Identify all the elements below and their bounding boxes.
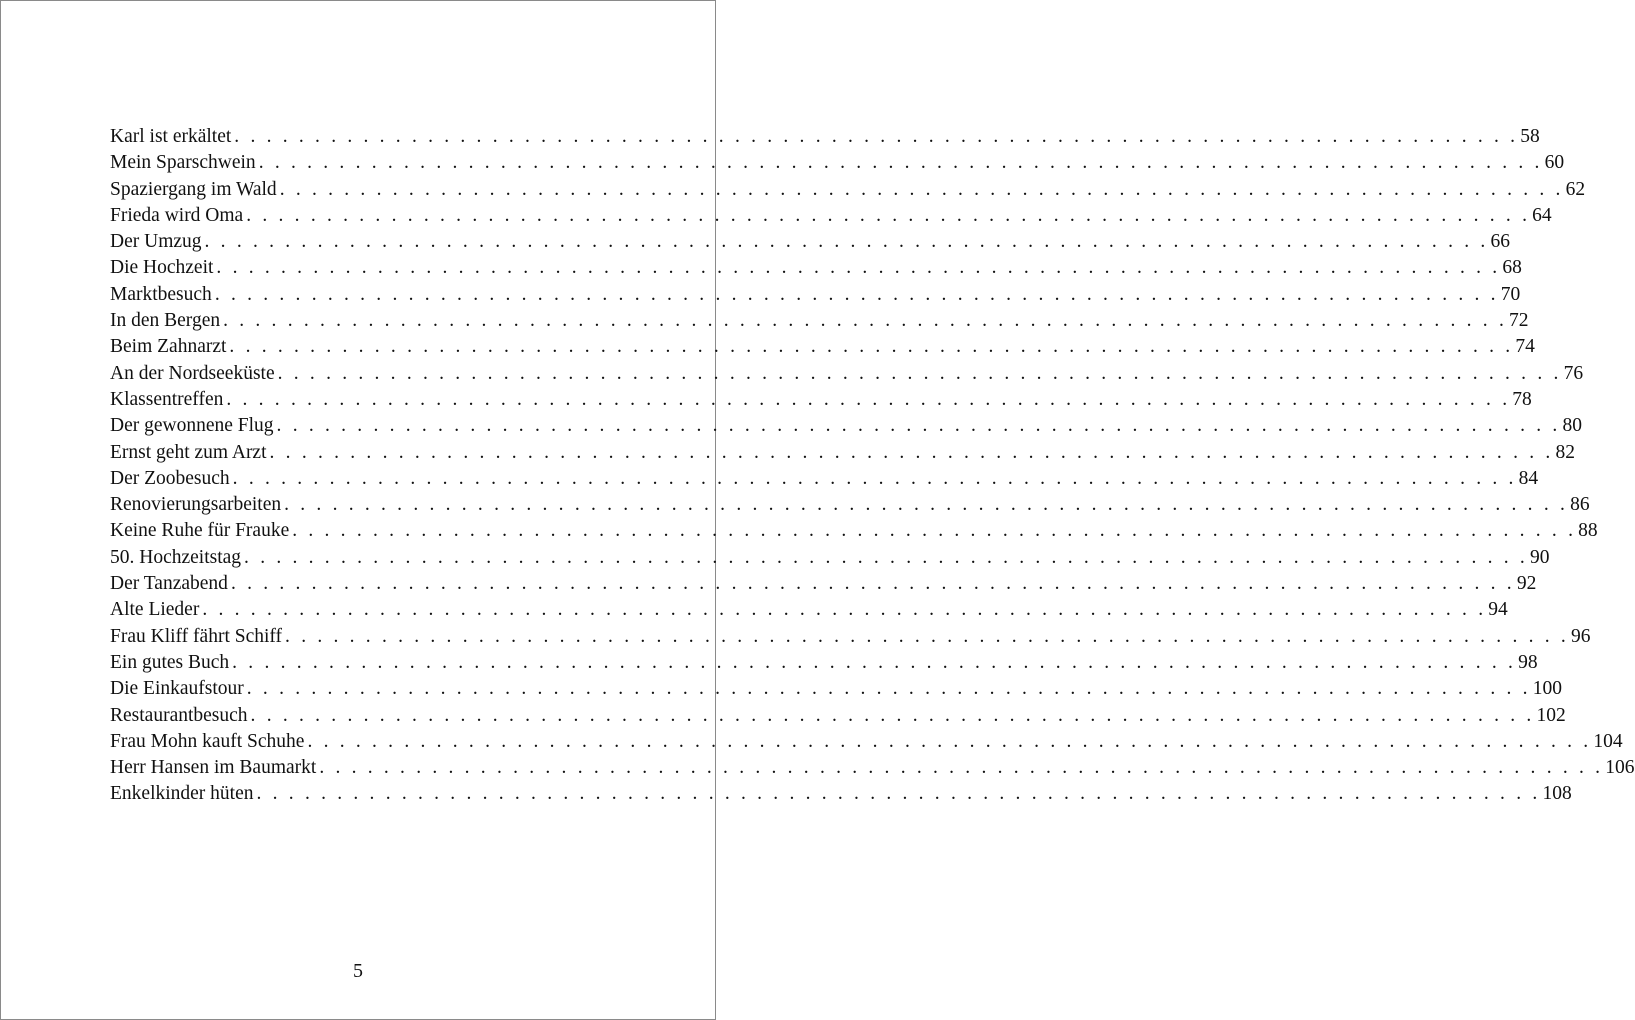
toc-entry-title: Keine Ruhe für Frauke — [110, 520, 290, 542]
toc-entry-title: Restaurantbesuch — [110, 704, 248, 726]
dot-leader: . . . . . . . . . . . . . . . . . . . . . . . . . . . . . . . . . . . . . . . . . . . . . . . . . . . . . . . . . . . . . . . . . . . . . . . . . . . . . . . . — [232, 651, 1517, 673]
dot-leader: . . . . . . . . . . . . . . . . . . . . . . . . . . . . . . . . . . . . . . . . . . . . . . . . . . . . . . . . . . . . . . . . . . . . . . . . . . . . . . . . — [269, 441, 1554, 463]
toc-entry-title: Klassentreffen — [110, 388, 224, 410]
table-of-contents — [110, 124, 1635, 808]
toc-entry-page: 76 — [1563, 362, 1584, 384]
dot-leader: . . . . . . . . . . . . . . . . . . . . . . . . . . . . . . . . . . . . . . . . . . . . . . . . . . . . . . . . . . . . . . . . . . . . . . . . . . . . . . . . — [230, 573, 1515, 595]
toc-entry — [110, 387, 1532, 413]
toc-entry-title: Frieda wird Oma — [110, 204, 244, 226]
toc-entry — [110, 729, 1623, 755]
dot-leader: . . . . . . . . . . . . . . . . . . . . . . . . . . . . . . . . . . . . . . . . . . . . . . . . . . . . . . . . . . . . . . . . . . . . . . . . . . . . . . . . — [258, 152, 1543, 174]
dot-leader: . . . . . . . . . . . . . . . . . . . . . . . . . . . . . . . . . . . . . . . . . . . . . . . . . . . . . . . . . . . . . . . . . . . . . . . . . . . . . . . . — [229, 336, 1514, 358]
toc-entry-title: Renovierungsarbeiten — [110, 494, 282, 516]
toc-entry — [110, 545, 1550, 571]
toc-entry — [110, 755, 1635, 781]
dot-leader: . . . . . . . . . . . . . . . . . . . . . . . . . . . . . . . . . . . . . . . . . . . . . . . . . . . . . . . . . . . . . . . . . . . . . . . . . . . . . . . . — [277, 362, 1562, 384]
toc-entry — [110, 518, 1598, 544]
toc-entry — [110, 703, 1566, 729]
toc-entry — [110, 466, 1539, 492]
toc-entry-page: 82 — [1555, 441, 1575, 463]
toc-entry-title: Ein gutes Buch — [110, 651, 230, 673]
toc-entry-page: 104 — [1593, 730, 1623, 752]
toc-entry-title: Marktbesuch — [110, 283, 212, 305]
toc-entry-title: Frau Kliff fährt Schiff — [110, 625, 283, 647]
page-number: 5 — [353, 960, 363, 982]
toc-entry — [110, 282, 1521, 308]
dot-leader: . . . . . . . . . . . . . . . . . . . . . . . . . . . . . . . . . . . . . . . . . . . . . . . . . . . . . . . . . . . . . . . . . . . . . . . . . . . . . . . . — [319, 757, 1604, 779]
toc-entry — [110, 203, 1552, 229]
toc-entry-page: 78 — [1512, 388, 1532, 410]
toc-entry-page: 60 — [1544, 152, 1565, 174]
toc-entry-title: Enkelkinder hüten — [110, 783, 254, 805]
toc-entry-page: 106 — [1605, 757, 1635, 779]
toc-entry-title: Die Hochzeit — [110, 257, 214, 279]
toc-entry — [110, 650, 1538, 676]
toc-entry — [110, 150, 1565, 176]
toc-entry — [110, 124, 1540, 150]
toc-entry-page: 74 — [1515, 336, 1535, 358]
toc-entry-title: An der Nordseeküste — [110, 362, 275, 384]
toc-entry-page: 58 — [1520, 126, 1540, 147]
toc-entry — [110, 440, 1575, 466]
toc-entry — [110, 624, 1591, 650]
dot-leader: . . . . . . . . . . . . . . . . . . . . . . . . . . . . . . . . . . . . . . . . . . . . . . . . . . . . . . . . . . . . . . . . . . . . . . . . . . . . . . . . — [250, 704, 1535, 726]
toc-entry-title: Karl ist erkältet — [110, 126, 232, 147]
toc-entry-page: 64 — [1532, 204, 1552, 226]
dot-leader: . . . . . . . . . . . . . . . . . . . . . . . . . . . . . . . . . . . . . . . . . . . . . . . . . . . . . . . . . . . . . . . . . . . . . . . . . . . . . . . . — [285, 625, 1569, 647]
dot-leader: . . . . . . . . . . . . . . . . . . . . . . . . . . . . . . . . . . . . . . . . . . . . . . . . . . . . . . . . . . . . . . . . . . . . . . . . . . . . . . . . — [214, 283, 1499, 305]
toc-entry-title: Der Zoobesuch — [110, 467, 230, 489]
dot-leader: . . . . . . . . . . . . . . . . . . . . . . . . . . . . . . . . . . . . . . . . . . . . . . . . . . . . . . . . . . . . . . . . . . . . . . . . . . . . . . . . — [292, 520, 1577, 542]
toc-entry-page: 88 — [1578, 520, 1598, 542]
toc-entry-page: 94 — [1488, 599, 1508, 621]
toc-entry-page: 96 — [1570, 625, 1591, 647]
toc-entry — [110, 413, 1582, 439]
toc-entry — [110, 676, 1562, 702]
dot-leader: . . . . . . . . . . . . . . . . . . . . . . . . . . . . . . . . . . . . . . . . . . . . . . . . . . . . . . . . . . . . . . . . . . . . . . . . . . . . . . . . — [234, 126, 1519, 147]
dot-leader: . . . . . . . . . . . . . . . . . . . . . . . . . . . . . . . . . . . . . . . . . . . . . . . . . . . . . . . . . . . . . . . . . . . . . . . . . . . . . . . . — [244, 546, 1528, 568]
toc-entry — [110, 571, 1537, 597]
toc-entry-title: Die Einkaufstour — [110, 678, 244, 700]
dot-leader: . . . . . . . . . . . . . . . . . . . . . . . . . . . . . . . . . . . . . . . . . . . . . . . . . . . . . . . . . . . . . . . . . . . . . . . . . . . . . . . . — [284, 494, 1569, 516]
toc-entry — [110, 255, 1522, 281]
toc-entry-title: Alte Lieder — [110, 599, 200, 621]
toc-entry-page: 108 — [1542, 783, 1572, 805]
dot-leader: . . . . . . . . . . . . . . . . . . . . . . . . . . . . . . . . . . . . . . . . . . . . . . . . . . . . . . . . . . . . . . . . . . . . . . . . . . . . . . . . — [204, 231, 1489, 253]
toc-entry-title: Der gewonnene Flug — [110, 415, 274, 437]
toc-entry-title: Der Umzug — [110, 231, 202, 253]
toc-entry-title: Ernst geht zum Arzt — [110, 441, 267, 463]
toc-entry — [110, 177, 1586, 203]
toc-entry-page: 84 — [1518, 467, 1539, 489]
dot-leader: . . . . . . . . . . . . . . . . . . . . . . . . . . . . . . . . . . . . . . . . . . . . . . . . . . . . . . . . . . . . . . . . . . . . . . . . . . . . . . . . — [202, 599, 1487, 621]
toc-entry — [110, 597, 1508, 623]
toc-entry-page: 92 — [1516, 573, 1537, 595]
toc-entry — [110, 492, 1590, 518]
dot-leader: . . . . . . . . . . . . . . . . . . . . . . . . . . . . . . . . . . . . . . . . . . . . . . . . . . . . . . . . . . . . . . . . . . . . . . . . . . . . . . . . — [246, 204, 1531, 226]
toc-entry-page: 86 — [1570, 494, 1590, 516]
toc-entry-page: 70 — [1500, 283, 1521, 305]
toc-entry-page: 98 — [1518, 651, 1538, 673]
toc-entry-title: Spaziergang im Wald — [110, 178, 277, 200]
toc-entry-title: Herr Hansen im Baumarkt — [110, 757, 317, 779]
toc-entry-title: Mein Sparschwein — [110, 152, 256, 174]
dot-leader: . . . . . . . . . . . . . . . . . . . . . . . . . . . . . . . . . . . . . . . . . . . . . . . . . . . . . . . . . . . . . . . . . . . . . . . . . . . . . . . . — [216, 257, 1501, 279]
dot-leader: . . . . . . . . . . . . . . . . . . . . . . . . . . . . . . . . . . . . . . . . . . . . . . . . . . . . . . . . . . . . . . . . . . . . . . . . . . . . . . . . — [307, 730, 1592, 752]
toc-entry-page: 102 — [1536, 704, 1566, 726]
dot-leader: . . . . . . . . . . . . . . . . . . . . . . . . . . . . . . . . . . . . . . . . . . . . . . . . . . . . . . . . . . . . . . . . . . . . . . . . . . . . . . . . — [226, 388, 1511, 410]
dot-leader: . . . . . . . . . . . . . . . . . . . . . . . . . . . . . . . . . . . . . . . . . . . . . . . . . . . . . . . . . . . . . . . . . . . . . . . . . . . . . . . . — [256, 783, 1541, 805]
dot-leader: . . . . . . . . . . . . . . . . . . . . . . . . . . . . . . . . . . . . . . . . . . . . . . . . . . . . . . . . . . . . . . . . . . . . . . . . . . . . . . . . — [223, 310, 1508, 332]
toc-entry-title: Der Tanzabend — [110, 573, 228, 595]
toc-entry-page: 68 — [1502, 257, 1522, 279]
toc-entry-page: 72 — [1509, 310, 1529, 332]
toc-entry-page: 90 — [1529, 546, 1550, 568]
dot-leader: . . . . . . . . . . . . . . . . . . . . . . . . . . . . . . . . . . . . . . . . . . . . . . . . . . . . . . . . . . . . . . . . . . . . . . . . . . . . . . . . — [246, 678, 1531, 700]
toc-entry-title: In den Bergen — [110, 310, 221, 332]
toc-entry-page: 100 — [1532, 678, 1562, 700]
toc-entry — [110, 781, 1572, 807]
toc-entry-page: 80 — [1562, 415, 1582, 437]
toc-entry — [110, 229, 1510, 255]
toc-entry — [110, 361, 1584, 387]
toc-entry-title: Beim Zahnarzt — [110, 336, 227, 358]
toc-entry — [110, 334, 1535, 360]
toc-entry-title: 50. Hochzeitstag — [110, 546, 242, 568]
dot-leader: . . . . . . . . . . . . . . . . . . . . . . . . . . . . . . . . . . . . . . . . . . . . . . . . . . . . . . . . . . . . . . . . . . . . . . . . . . . . . . . . — [279, 178, 1564, 200]
dot-leader: . . . . . . . . . . . . . . . . . . . . . . . . . . . . . . . . . . . . . . . . . . . . . . . . . . . . . . . . . . . . . . . . . . . . . . . . . . . . . . . . — [276, 415, 1561, 437]
toc-entry-page: 62 — [1565, 178, 1586, 200]
toc-entry — [110, 308, 1529, 334]
toc-entry-page: 66 — [1490, 231, 1510, 253]
dot-leader: . . . . . . . . . . . . . . . . . . . . . . . . . . . . . . . . . . . . . . . . . . . . . . . . . . . . . . . . . . . . . . . . . . . . . . . . . . . . . . . . — [232, 467, 1517, 489]
toc-entry-title: Frau Mohn kauft Schuhe — [110, 730, 305, 752]
